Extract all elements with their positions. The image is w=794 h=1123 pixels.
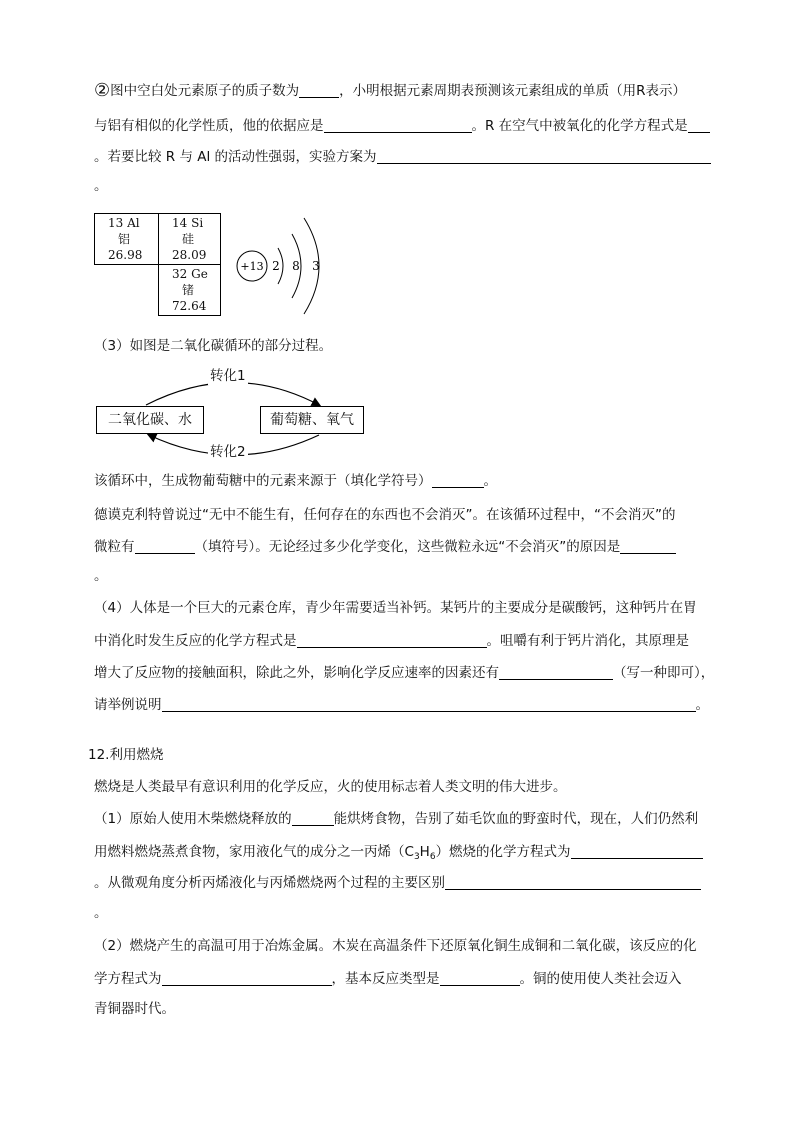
section-title: 12.利用燃烧 (88, 747, 164, 763)
answer-blank[interactable] (324, 118, 472, 133)
question-line: 。 (94, 178, 108, 194)
question-line: 青铜器时代。 (94, 1001, 175, 1017)
box-co2-water: 二氧化碳、水 (96, 406, 204, 434)
conversion-2-label: 转化2 (210, 444, 246, 460)
answer-blank[interactable] (620, 539, 676, 554)
answer-blank[interactable] (688, 118, 710, 133)
question-line: （2）燃烧产生的高温可用于冶炼金属。木炭在高温条件下还原氧化铜生成铜和二氧化碳，该反应的化 (94, 938, 697, 954)
question-line: 。若要比较 R 与 Al 的活动性强弱，实验方案为 (94, 148, 711, 166)
answer-blank[interactable] (162, 971, 332, 986)
question-line: 德谟克利特曾说过“无中不能生有，任何存在的东西也不会消灭”。在该循环过程中，“不会消灭”的 (94, 507, 676, 523)
question-line: 燃烧是人类最早有意识利用的化学反应，火的使用标志着人类文明的伟大进步。 (94, 779, 567, 795)
element-cell-ge: 32 Ge 锗 72.64 (158, 264, 221, 316)
answer-blank[interactable] (299, 83, 339, 98)
electron-count-shell-2: 8 (292, 259, 300, 273)
question-line: （3）如图是二氧化碳循环的部分过程。 (94, 338, 333, 354)
answer-blank[interactable] (292, 811, 334, 826)
answer-blank[interactable] (432, 473, 484, 488)
electron-count-shell-1: 2 (272, 259, 280, 273)
box-glucose-oxygen: 葡萄糖、氧气 (260, 406, 364, 434)
element-cell-al: 13 Al 铝 26.98 (94, 213, 159, 265)
nucleus-charge: +13 (240, 260, 264, 273)
question-line: 。从微观角度分析丙烯液化与丙烯燃烧两个过程的主要区别 (94, 874, 701, 892)
arrow-conversion-1 (146, 383, 319, 406)
answer-blank[interactable] (297, 633, 487, 648)
answer-blank[interactable] (571, 844, 703, 859)
atom-structure-diagram (230, 212, 330, 318)
question-line: 学方程式为 ，基本反应类型是 。铜的使用使人类社会迈入 (94, 971, 682, 987)
question-line: 增大了反应物的接触面积，除此之外，影响化学反应速率的因素还有 （写一种即可）， (94, 665, 715, 681)
electron-count-shell-3: 3 (312, 259, 320, 273)
answer-blank[interactable] (377, 149, 711, 164)
element-cell-si: 14 Si 硅 28.09 (158, 213, 221, 265)
question-line: 请举例说明 。 (94, 697, 709, 713)
answer-blank[interactable] (445, 875, 701, 890)
answer-blank[interactable] (135, 539, 195, 554)
question-number: ② (94, 80, 111, 101)
question-line: 微粒有 （填符号）。无论经过多少化学变化，这些微粒永远“不会消灭”的原因是 (94, 538, 676, 556)
answer-blank[interactable] (499, 665, 613, 680)
question-line: 中消化时发生反应的化学方程式是 。咀嚼有利于钙片消化，其原理是 (94, 633, 689, 649)
question-line: 与铝有相似的化学性质，他的依据应是 。R 在空气中被氧化的化学方程式是 (94, 117, 710, 135)
answer-blank[interactable] (440, 971, 520, 986)
question-line: （1）原始人使用木柴燃烧释放的 能烘烤食物，告别了茹毛饮血的野蛮时代，现在，人们仍然利 (94, 811, 699, 827)
question-line: （4）人体是一个巨大的元素仓库，青少年需要适当补钙。某钙片的主要成分是碳酸钙，这种钙片在胃 (94, 600, 697, 616)
question-line: 。 (94, 905, 108, 921)
question-line: 该循环中，生成物葡萄糖中的元素来源于（填化学符号） 。 (94, 473, 497, 489)
answer-blank[interactable] (162, 697, 696, 712)
question-line: 用燃料燃烧蒸煮食物，家用液化气的成分之一丙烯$(C_3H_6)$燃烧的化学方程式为 (94, 843, 703, 866)
conversion-1-label: 转化1 (210, 368, 246, 384)
question-line: ②图中空白处元素原子的质子数为 ，小明根据元素周期表预测该元素组成的单质（用R表示） (94, 80, 687, 101)
question-line: 。 (94, 568, 108, 584)
